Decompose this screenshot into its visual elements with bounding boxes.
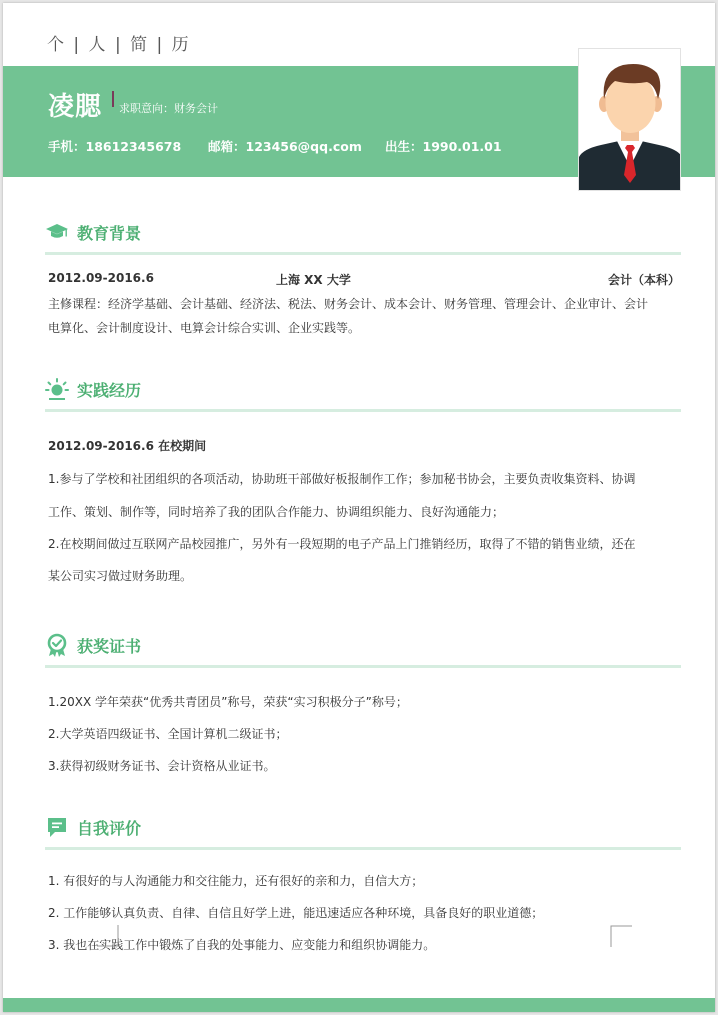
section-divider	[45, 252, 681, 255]
section-title: 教育背景	[77, 224, 142, 243]
education-degree: 会计（本科）	[607, 273, 680, 287]
profile-photo	[578, 48, 681, 191]
phone-text: 手机：18612345678	[48, 139, 182, 154]
award-badge-icon	[45, 633, 69, 657]
section-divider	[45, 847, 681, 850]
job-intent: 求职意向：财务会计	[119, 102, 218, 115]
graduation-cap-icon	[45, 220, 69, 244]
award-item: 2.大学英语四级证书、全国计算机二级证书；	[48, 727, 288, 741]
section-divider	[45, 409, 681, 412]
document-title: 个 | 人 | 简 | 历	[47, 35, 191, 55]
candidate-name: 凌腮	[48, 92, 103, 122]
self-eval-item: 2. 工作能够认真负责、自律、自信且好学上进，能迅速适应各种环境，具备良好的职业道德；	[48, 906, 544, 920]
practice-line-1: 1.参与了学校和社团组织的各项活动，协助班干部做好板报制作工作；参加秘书协会，主要负责收集资料、协调	[48, 472, 636, 486]
margin-corner-mark	[97, 925, 119, 947]
education-period: 2012.09-2016.6	[48, 271, 154, 285]
email-text: 邮箱：123456@qq.com	[208, 139, 362, 154]
award-item: 1.20XX 学年荣获“优秀共青团员”称号，荣获“实习积极分子”称号；	[48, 695, 408, 709]
practice-line-3: 2.在校期间做过互联网产品校园推广，另外有一段短期的电子产品上门推销经历，取得了不错的销售业绩，还在	[48, 537, 636, 551]
section-divider	[45, 665, 681, 668]
avatar-illustration	[579, 49, 681, 191]
practice-line-4: 某公司实习做过财务助理。	[48, 569, 193, 583]
margin-corner-mark	[610, 925, 632, 947]
education-courses-line-1: 主修课程：经济学基础、会计基础、经济法、税法、财务会计、成本会计、财务管理、管理会计、企业审计、会计	[48, 297, 649, 311]
education-school: 上海 XX 大学	[276, 273, 351, 287]
comment-icon	[45, 815, 69, 839]
practice-line-2: 工作、策划、制作等，同时培养了我的团队合作能力、协调组织能力、良好沟通能力；	[48, 505, 505, 519]
section-title: 自我评价	[77, 819, 142, 838]
birth-text: 出生：1990.01.01	[385, 139, 502, 154]
footer-bar	[3, 998, 715, 1012]
resume-page	[3, 3, 715, 1012]
practice-period: 2012.09-2016.6 在校期间	[48, 439, 207, 453]
self-eval-item: 3. 我也在实践工作中锻炼了自我的处事能力、应变能力和组织协调能力。	[48, 938, 436, 952]
section-title: 实践经历	[77, 381, 142, 400]
education-courses-line-2: 电算化、会计制度设计、电算会计综合实训、企业实践等。	[48, 321, 361, 335]
award-item: 3.获得初级财务证书、会计资格从业证书。	[48, 759, 276, 773]
sun-icon	[45, 377, 69, 401]
name-divider	[112, 91, 114, 107]
section-title: 获奖证书	[77, 637, 142, 656]
self-eval-item: 1. 有很好的与人沟通能力和交往能力，还有很好的亲和力，自信大方；	[48, 874, 424, 888]
